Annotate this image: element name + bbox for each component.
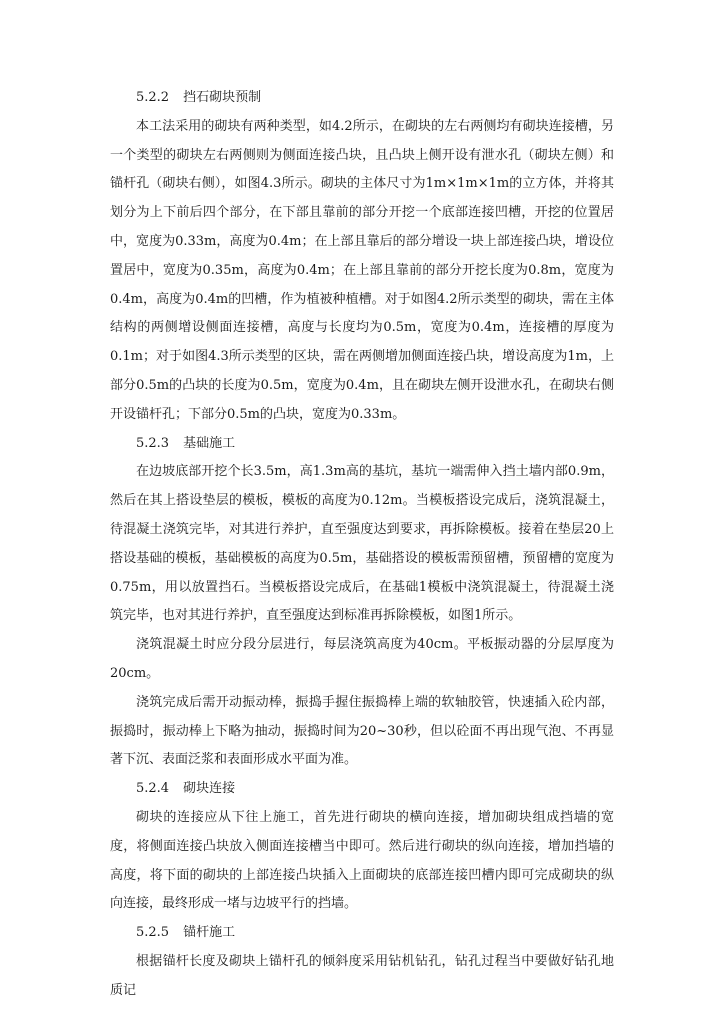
document-body (110, 84, 614, 1006)
section-5-2-4 (110, 775, 614, 919)
section-heading (110, 919, 614, 948)
section-number: 5.2.4 (136, 781, 170, 797)
section-heading (110, 775, 614, 804)
paragraph: 在边坡底部开挖个长3.5m，高1.3m高的基坑，基坑一端需伸入挡土墙内部0.9m，然后在其上搭设垫层的模板，模板的高度为0.12m。当模板搭设完成后，浇筑混凝土，待混凝土浇筑完毕，对其进行养护，直至强度达到要求，再拆除模板。接着在垫层20上搭设基础的模板，基础模板的高度为0.5m，基础搭设的模板需预留槽，预留槽的宽度为0.75m，用以放置挡石。当模板搭设完成后，在基础1模板中浇筑混凝土，待混凝土浇筑完毕，也对其进行养护，直至强度达到标准再拆除模板，如图1所示。 (110, 464, 614, 624)
section-5-2-5 (110, 919, 614, 1005)
section-5-2-2 (110, 84, 614, 430)
section-title: 砌块连接 (183, 781, 236, 797)
section-number: 5.2.5 (136, 925, 170, 941)
paragraph: 浇筑混凝土时应分段分层进行，每层浇筑高度为40cm。平板振动器的分层厚度为20cm。 (110, 637, 614, 681)
section-title: 锚杆施工 (183, 925, 236, 941)
section-5-2-3 (110, 430, 614, 776)
paragraph: 本工法采用的砌块有两种类型，如4.2所示，在砌块的左右两侧均有砌块连接槽，另一个类型的砌块左右两侧则为侧面连接凸块，且凸块上侧开设有泄水孔（砌块左侧）和锚杆孔（砌块右侧），如图4.3所示。砌块的主体尺寸为1m×1m×1m的立方体，并将其划分为上下前后四个部分，在下部且靠前的部分开挖一个底部连接凹槽，开挖的位置居中，宽度为0.33m，高度为0.4m；在上部且靠后的部分增设一块上部连接凸块，增设位置居中，宽度为0.35m，高度为0.4m；在上部且靠前的部分开挖长度为0.8m，宽度为0.4m，高度为0.4m的凹槽，作为植被种植槽。对于如图4.2所示类型的砌块，需在主体结构的两侧增设侧面连接槽，高度与长度均为0.5m，宽度为0.4m，连接槽的厚度为0.1m；对于如图4.3所示类型的区块，需在两侧增加侧面连接凸块，增设高度为1m，上部分0.5m的凸块的长度为0.5m，宽度为0.4m，且在砌块左侧开设泄水孔，在砌块右侧开设锚杆孔；下部分0.5m的凸块，宽度为0.33m。 (110, 118, 614, 422)
paragraph: 砌块的连接应从下往上施工，首先进行砌块的横向连接，增加砌块组成挡墙的宽度，将侧面连接凸块放入侧面连接槽当中即可。然后进行砌块的纵向连接，增加挡墙的高度，将下面的砌块的上部连接凸块插入上面砌块的底部连接凹槽内即可完成砌块的纵向连接，最终形成一堵与边坡平行的挡墙。 (110, 809, 614, 912)
section-number: 5.2.3 (136, 435, 170, 451)
paragraph: 浇筑完成后需开动振动棒，振捣手握住振捣棒上端的软轴胶管，快速插入砼内部，振捣时，振动棒上下略为抽动，振捣时间为20~30秒，但以砼面不再出现气泡、不再显著下沉、表面泛浆和表面形成水平面为准。 (110, 694, 614, 768)
section-heading (110, 430, 614, 459)
section-heading (110, 84, 614, 113)
paragraph: 根据锚杆长度及砌块上锚杆孔的倾斜度采用钻机钻孔，钻孔过程当中要做好钻孔地质记 (110, 953, 614, 998)
section-title: 基础施工 (183, 435, 236, 451)
section-title: 挡石砌块预制 (183, 90, 262, 105)
section-number: 5.2.2 (136, 90, 170, 105)
